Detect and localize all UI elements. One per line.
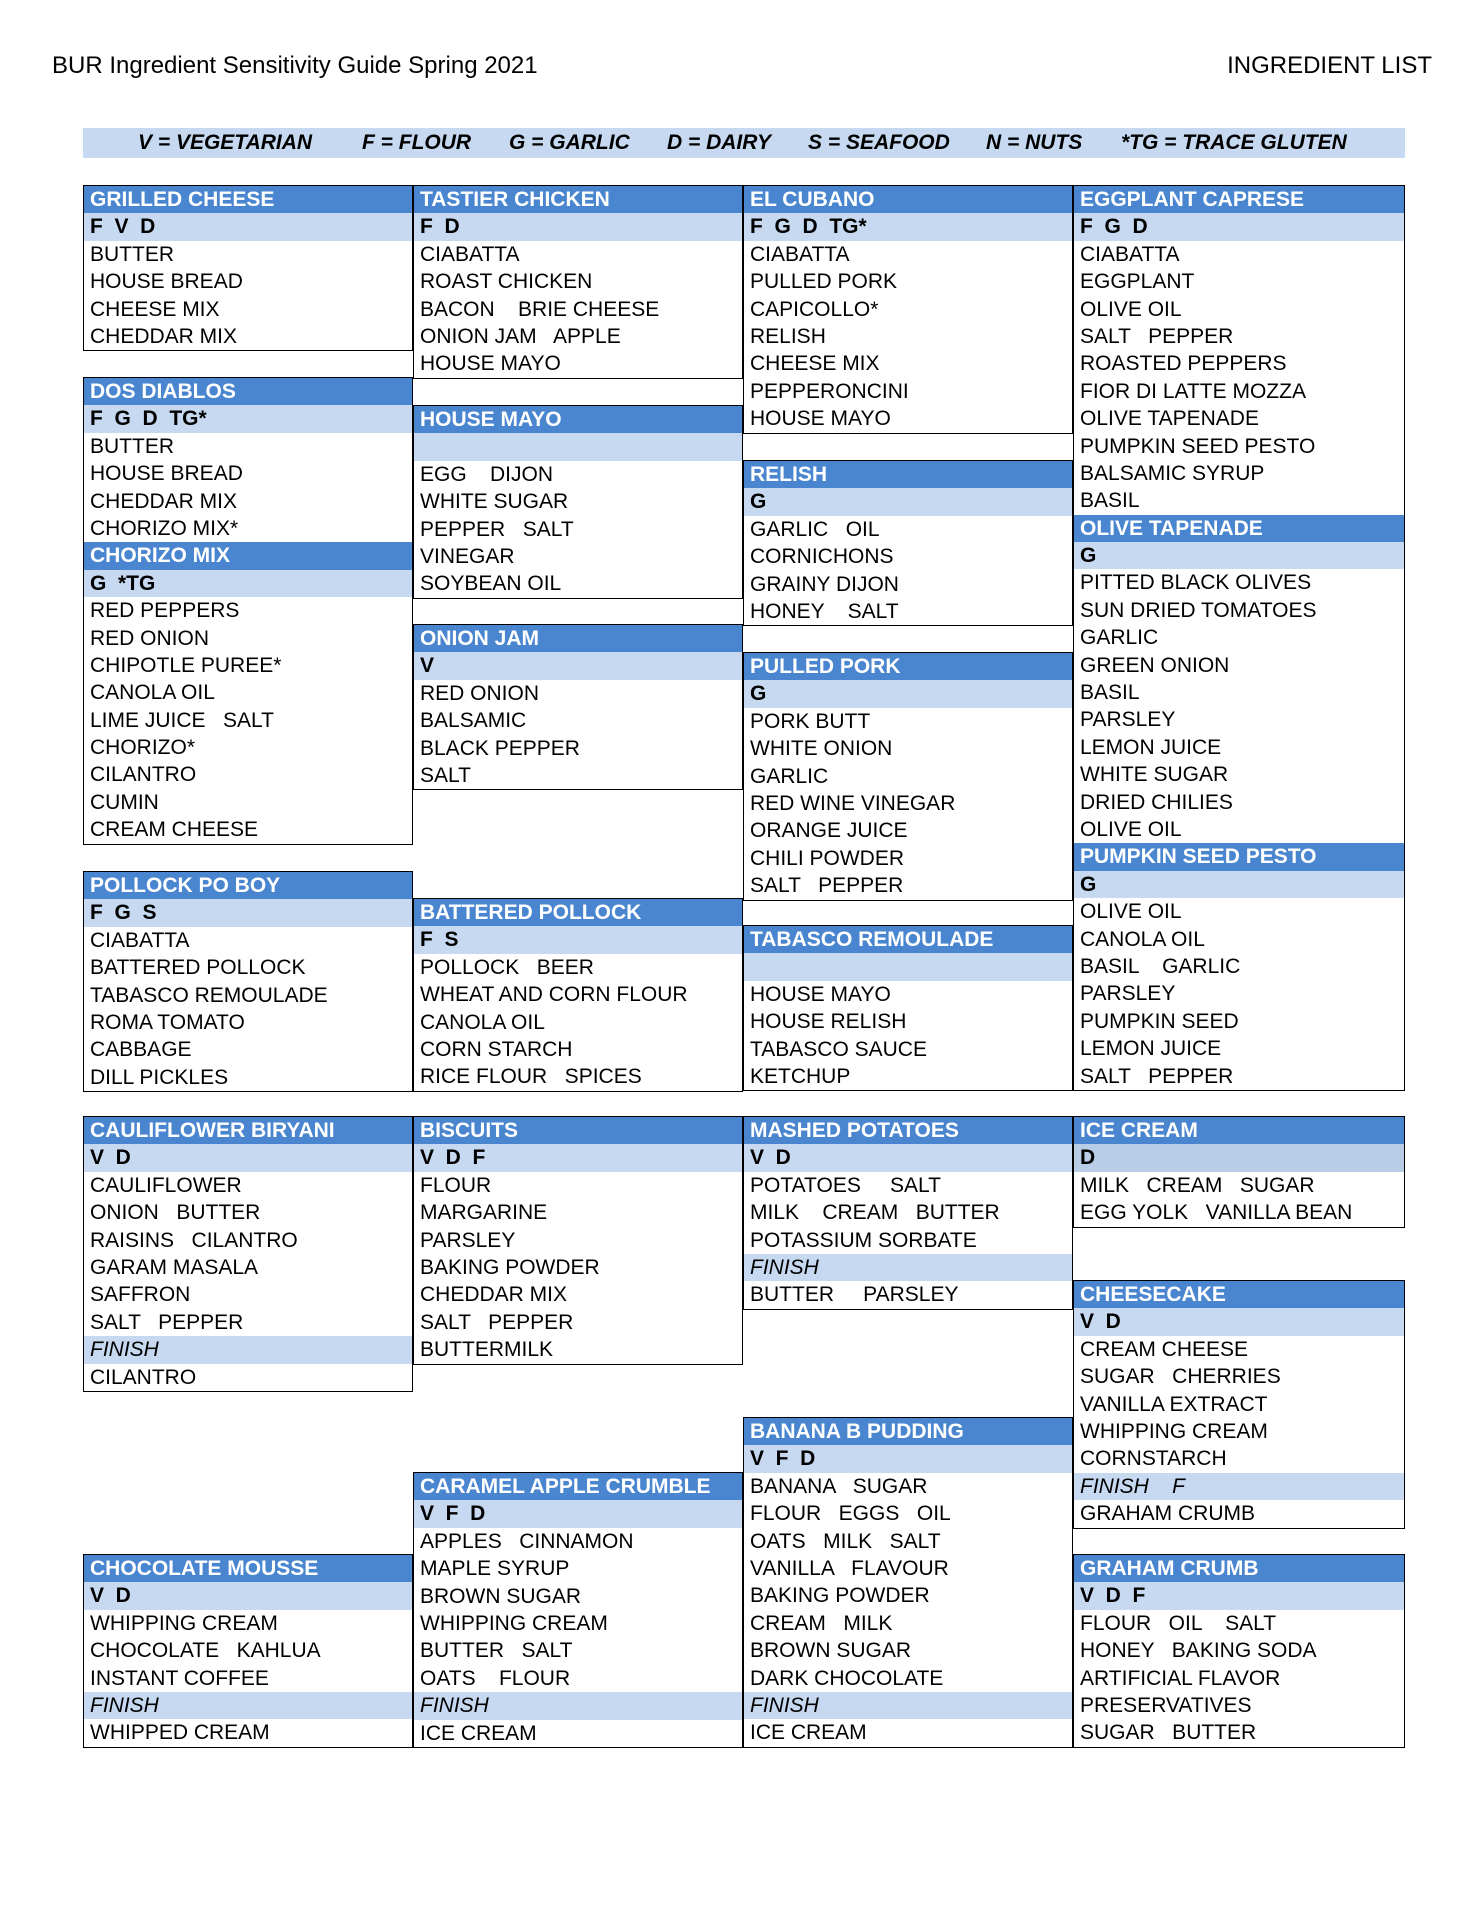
ingredient-item: FIOR DI LATTE MOZZA xyxy=(1080,379,1306,403)
ingredient-item: CORN STARCH xyxy=(420,1037,573,1061)
ingredient-item: WHITE ONION xyxy=(750,737,893,761)
ingredient-item: POTATOES SALT xyxy=(750,1173,941,1197)
recipe-title: CAULIFLOWER BIRYANI xyxy=(84,1117,412,1144)
ingredient-item: CREAM CHEESE xyxy=(1080,1337,1249,1361)
recipe-pollock-po-boy xyxy=(83,871,413,1092)
ingredient-item: MAPLE SYRUP xyxy=(420,1557,570,1581)
ingredient-item: CIABATTA xyxy=(90,928,190,952)
ingredient-item: CIABATTA xyxy=(750,242,850,266)
legend-garlic: G = GARLIC xyxy=(509,131,630,154)
allergen-codes: V F D xyxy=(414,1500,742,1527)
ingredient-item: BAKING POWDER xyxy=(420,1255,600,1279)
ingredient-item: CABBAGE xyxy=(90,1038,192,1062)
recipe-chocolate-mousse xyxy=(83,1554,413,1748)
ingredient-item: CHORIZO MIX* xyxy=(90,516,239,540)
ingredient-item: SALT PEPPER xyxy=(1080,1064,1234,1088)
ingredient-item: WHITE SUGAR xyxy=(420,490,569,514)
ingredient-item: PITTED BLACK OLIVES xyxy=(1080,571,1312,595)
recipe-cauliflower-biryani xyxy=(83,1116,413,1392)
recipe-title: BISCUITS xyxy=(414,1117,742,1144)
allergen-codes: V D xyxy=(1074,1308,1404,1335)
allergen-codes: G xyxy=(744,488,1072,515)
allergen-codes: V D F xyxy=(414,1144,742,1171)
ingredient-item: PARSLEY xyxy=(1080,708,1176,732)
ingredient-item: DILL PICKLES xyxy=(90,1065,229,1089)
allergen-codes: V D F xyxy=(1074,1582,1404,1609)
recipe-relish xyxy=(743,460,1073,626)
ingredient-item: CANOLA OIL xyxy=(90,681,215,705)
allergen-codes xyxy=(414,433,742,460)
recipe-title: BANANA B PUDDING xyxy=(744,1418,1072,1445)
allergen-codes: G xyxy=(744,680,1072,707)
ingredient-item: RICE FLOUR SPICES xyxy=(420,1065,642,1089)
ingredient-item: OLIVE OIL xyxy=(1080,817,1182,841)
recipe-eggplant-caprese xyxy=(1073,185,1405,1091)
ingredient-item: BAKING POWDER xyxy=(750,1584,930,1608)
recipe-dos-diablos xyxy=(83,377,413,845)
recipe-tastier-chicken xyxy=(413,185,743,379)
allergen-codes: D xyxy=(1074,1144,1404,1171)
ingredient-item: BASIL xyxy=(1080,489,1140,513)
ingredient-item: LEMON JUICE xyxy=(1080,1037,1222,1061)
finish-label: FINISH xyxy=(84,1336,412,1363)
legend-seafood: S = SEAFOOD xyxy=(808,131,950,154)
allergen-codes: F G S xyxy=(84,899,412,926)
ingredient-item: FLOUR EGGS OIL xyxy=(750,1502,951,1526)
ingredient-item: SUGAR CHERRIES xyxy=(1080,1365,1281,1389)
ingredient-item: CAPICOLLO* xyxy=(750,297,879,321)
ingredient-item: DRIED CHILIES xyxy=(1080,790,1233,814)
ingredient-item: RELISH xyxy=(750,324,826,348)
document-section-label: INGREDIENT LIST xyxy=(1227,52,1432,79)
allergen-codes: F G D TG* xyxy=(744,213,1072,240)
ingredient-item: WHIPPING CREAM xyxy=(420,1611,608,1635)
ingredient-item: HONEY SALT xyxy=(750,599,899,623)
recipe-pulled-pork xyxy=(743,652,1073,901)
ingredient-item: CHEDDAR MIX xyxy=(420,1283,568,1307)
recipe-grilled-cheese xyxy=(83,185,413,351)
ingredient-item: MARGARINE xyxy=(420,1201,548,1225)
ingredient-item: VANILLA EXTRACT xyxy=(1080,1392,1268,1416)
recipe-el-cubano xyxy=(743,185,1073,434)
recipe-title: MASHED POTATOES xyxy=(744,1117,1072,1144)
ingredient-item: CHEESE MIX xyxy=(750,352,880,376)
ingredient-item: BANANA SUGAR xyxy=(750,1474,928,1498)
ingredient-item: BUTTER PARSLEY xyxy=(750,1283,959,1307)
allergen-codes: V D xyxy=(744,1144,1072,1171)
ingredient-item: PULLED PORK xyxy=(750,270,898,294)
allergen-codes: V D xyxy=(84,1582,412,1609)
allergen-codes: G xyxy=(1074,871,1404,898)
ingredient-item: BUTTER SALT xyxy=(420,1639,573,1663)
finish-label: FINISH xyxy=(744,1254,1072,1281)
ingredient-item: CORNSTARCH xyxy=(1080,1447,1227,1471)
recipe-title: PUMPKIN SEED PESTO xyxy=(1074,843,1404,870)
ingredient-item: SALT PEPPER xyxy=(90,1310,244,1334)
ingredient-item: HOUSE BREAD xyxy=(90,270,243,294)
recipe-graham-crumb xyxy=(1073,1554,1405,1748)
allergen-codes: V F D xyxy=(744,1445,1072,1472)
ingredient-item: ROAST CHICKEN xyxy=(420,270,593,294)
ingredient-item: SALT PEPPER xyxy=(420,1310,574,1334)
ingredient-item: CHOCOLATE KAHLUA xyxy=(90,1639,321,1663)
ingredient-item: VINEGAR xyxy=(420,544,515,568)
ingredient-item: GARAM MASALA xyxy=(90,1255,259,1279)
ingredient-item: MILK CREAM BUTTER xyxy=(750,1201,1000,1225)
finish-label: FINISH xyxy=(84,1692,412,1719)
ingredient-item: LIME JUICE SALT xyxy=(90,708,274,732)
ingredient-item: RED WINE VINEGAR xyxy=(750,791,956,815)
allergen-codes xyxy=(744,953,1072,980)
ingredient-item: CUMIN xyxy=(90,790,159,814)
recipe-caramel-apple-crumble xyxy=(413,1472,743,1748)
ingredient-item: HONEY BAKING SODA xyxy=(1080,1639,1317,1663)
ingredient-item: POLLOCK BEER xyxy=(420,955,594,979)
ingredient-item: HOUSE MAYO xyxy=(750,407,891,431)
ingredient-item: OATS MILK SALT xyxy=(750,1529,941,1553)
ingredient-item: BATTERED POLLOCK xyxy=(90,956,306,980)
ingredient-item: GARLIC xyxy=(750,764,829,788)
ingredient-item: BUTTER xyxy=(90,242,174,266)
recipe-title: CHORIZO MIX xyxy=(84,542,412,569)
ingredient-item: OLIVE TAPENADE xyxy=(1080,407,1259,431)
ingredient-item: SOYBEAN OIL xyxy=(420,572,562,596)
ingredient-item: ONION BUTTER xyxy=(90,1201,261,1225)
allergen-codes: V D xyxy=(84,1144,412,1171)
finish-label: FINISH F xyxy=(1074,1473,1404,1500)
ingredient-item: KETCHUP xyxy=(750,1064,851,1088)
ingredient-item: SALT xyxy=(420,763,471,787)
ingredient-item: EGGPLANT xyxy=(1080,270,1195,294)
ingredient-item: CHIPOTLE PUREE* xyxy=(90,653,282,677)
recipe-title: CHOCOLATE MOUSSE xyxy=(84,1555,412,1582)
ingredient-item: CHEDDAR MIX xyxy=(90,324,238,348)
recipe-title: CHEESECAKE xyxy=(1074,1281,1404,1308)
ingredient-item: SAFFRON xyxy=(90,1283,191,1307)
finish-label: FINISH xyxy=(744,1692,1072,1719)
recipe-title: ICE CREAM xyxy=(1074,1117,1404,1144)
ingredient-item: ORANGE JUICE xyxy=(750,819,908,843)
recipe-tabasco-remoulade xyxy=(743,925,1073,1091)
legend-trace-gluten: *TG = TRACE GLUTEN xyxy=(1121,131,1347,154)
allergen-codes: G *TG xyxy=(84,570,412,597)
ingredient-item: WHIPPING CREAM xyxy=(90,1611,278,1635)
ingredient-item: RAISINS CILANTRO xyxy=(90,1228,298,1252)
ingredient-item: HOUSE BREAD xyxy=(90,462,243,486)
ingredient-item: PEPPERONCINI xyxy=(750,379,909,403)
ingredient-item: ARTIFICIAL FLAVOR xyxy=(1080,1666,1281,1690)
ingredient-item: BALSAMIC xyxy=(420,709,527,733)
ingredient-item: FLOUR OIL SALT xyxy=(1080,1611,1277,1635)
recipe-title: RELISH xyxy=(744,461,1072,488)
ingredient-item: BLACK PEPPER xyxy=(420,736,580,760)
ingredient-item: PUMPKIN SEED xyxy=(1080,1009,1239,1033)
ingredient-item: FLOUR xyxy=(420,1173,492,1197)
ingredient-item: BUTTER xyxy=(90,434,174,458)
ingredient-item: TABASCO SAUCE xyxy=(750,1037,927,1061)
ingredient-item: SALT PEPPER xyxy=(1080,324,1234,348)
recipe-title: OLIVE TAPENADE xyxy=(1074,515,1404,542)
recipe-title: TABASCO REMOULADE xyxy=(744,926,1072,953)
allergen-codes: F S xyxy=(414,926,742,953)
ingredient-item: GARLIC OIL xyxy=(750,517,880,541)
recipe-battered-pollock xyxy=(413,898,743,1092)
ingredient-item: HOUSE MAYO xyxy=(750,982,891,1006)
ingredient-item: CHEESE MIX xyxy=(90,297,220,321)
recipe-ice-cream xyxy=(1073,1116,1405,1228)
ingredient-item: BUTTERMILK xyxy=(420,1338,554,1362)
ingredient-item: CANOLA OIL xyxy=(1080,927,1205,951)
allergen-codes: V xyxy=(414,652,742,679)
ingredient-item: EGG DIJON xyxy=(420,462,554,486)
recipe-title: EGGPLANT CAPRESE xyxy=(1074,186,1404,213)
ingredient-item: LEMON JUICE xyxy=(1080,735,1222,759)
allergen-codes: F G D TG* xyxy=(84,405,412,432)
recipe-title: BATTERED POLLOCK xyxy=(414,899,742,926)
ingredient-item: ROMA TOMATO xyxy=(90,1010,245,1034)
ingredient-item: ONION JAM APPLE xyxy=(420,324,621,348)
ingredient-item: CILANTRO xyxy=(90,1365,197,1389)
recipe-banana-b-pudding xyxy=(743,1417,1073,1748)
document-title: BUR Ingredient Sensitivity Guide Spring 2021 xyxy=(52,52,538,79)
ingredient-item: ICE CREAM xyxy=(420,1721,537,1745)
ingredient-item: BASIL xyxy=(1080,681,1140,705)
recipe-title: ONION JAM xyxy=(414,625,742,652)
allergen-codes: F G D xyxy=(1074,213,1404,240)
ingredient-item: PUMPKIN SEED PESTO xyxy=(1080,434,1316,458)
recipe-title: DOS DIABLOS xyxy=(84,378,412,405)
allergen-legend xyxy=(83,128,1405,158)
ingredient-item: APPLES CINNAMON xyxy=(420,1529,634,1553)
ingredient-item: MILK CREAM SUGAR xyxy=(1080,1173,1315,1197)
recipe-title: PULLED PORK xyxy=(744,653,1072,680)
recipe-title: HOUSE MAYO xyxy=(414,406,742,433)
ingredient-item: CREAM MILK xyxy=(750,1611,893,1635)
ingredient-item: CORNICHONS xyxy=(750,545,894,569)
ingredient-item: TABASCO REMOULADE xyxy=(90,983,328,1007)
ingredient-item: BASIL GARLIC xyxy=(1080,954,1241,978)
legend-vegetarian: V = VEGETARIAN xyxy=(138,131,313,154)
ingredient-item: PRESERVATIVES xyxy=(1080,1693,1252,1717)
ingredient-item: RED PEPPERS xyxy=(90,599,240,623)
ingredient-item: BROWN SUGAR xyxy=(750,1639,912,1663)
recipe-biscuits xyxy=(413,1116,743,1365)
allergen-codes: G xyxy=(1074,542,1404,569)
ingredient-item: RED ONION xyxy=(420,681,540,705)
ingredient-item: HOUSE RELISH xyxy=(750,1010,907,1034)
ingredient-item: RED ONION xyxy=(90,626,210,650)
allergen-codes: F V D xyxy=(84,213,412,240)
ingredient-item: OLIVE OIL xyxy=(1080,900,1182,924)
ingredient-item: WHITE SUGAR xyxy=(1080,763,1229,787)
recipe-title: TASTIER CHICKEN xyxy=(414,186,742,213)
ingredient-item: PARSLEY xyxy=(420,1228,516,1252)
recipe-house-mayo xyxy=(413,405,743,599)
legend-flour: F = FLOUR xyxy=(362,131,472,154)
ingredient-item: GRAHAM CRUMB xyxy=(1080,1502,1256,1526)
ingredient-item: GRAINY DIJON xyxy=(750,572,899,596)
recipe-title: POLLOCK PO BOY xyxy=(84,872,412,899)
ingredient-item: CILANTRO xyxy=(90,763,197,787)
ingredient-item: ROASTED PEPPERS xyxy=(1080,352,1287,376)
legend-nuts: N = NUTS xyxy=(986,131,1083,154)
ingredient-item: CHEDDAR MIX xyxy=(90,489,238,513)
ingredient-item: BACON BRIE CHEESE xyxy=(420,297,660,321)
finish-label: FINISH xyxy=(414,1692,742,1719)
ingredient-item: DARK CHOCOLATE xyxy=(750,1666,944,1690)
allergen-codes: F D xyxy=(414,213,742,240)
ingredient-item: CHILI POWDER xyxy=(750,846,905,870)
recipe-title: EL CUBANO xyxy=(744,186,1072,213)
ingredient-item: WHIPPING CREAM xyxy=(1080,1419,1268,1443)
ingredient-item: CIABATTA xyxy=(420,242,520,266)
ingredient-item: PEPPER SALT xyxy=(420,517,574,541)
ingredient-item: CAULIFLOWER xyxy=(90,1173,242,1197)
ingredient-item: WHEAT AND CORN FLOUR xyxy=(420,983,688,1007)
ingredient-item: SUN DRIED TOMATOES xyxy=(1080,598,1317,622)
recipe-title: CARAMEL APPLE CRUMBLE xyxy=(414,1473,742,1500)
recipe-title: GRILLED CHEESE xyxy=(84,186,412,213)
recipe-cheesecake xyxy=(1073,1280,1405,1529)
ingredient-item: CREAM CHEESE xyxy=(90,818,259,842)
ingredient-item: OLIVE OIL xyxy=(1080,297,1182,321)
ingredient-item: ICE CREAM xyxy=(750,1721,867,1745)
ingredient-item: SUGAR BUTTER xyxy=(1080,1721,1257,1745)
ingredient-item: POTASSIUM SORBATE xyxy=(750,1228,977,1252)
ingredient-item: PARSLEY xyxy=(1080,982,1176,1006)
recipe-mashed-potatoes xyxy=(743,1116,1073,1310)
ingredient-item: BALSAMIC SYRUP xyxy=(1080,461,1265,485)
ingredient-item: GREEN ONION xyxy=(1080,653,1230,677)
ingredient-item: WHIPPED CREAM xyxy=(90,1721,270,1745)
ingredient-item: EGG YOLK VANILLA BEAN xyxy=(1080,1201,1353,1225)
ingredient-item: SALT PEPPER xyxy=(750,874,904,898)
ingredient-item: OATS FLOUR xyxy=(420,1666,571,1690)
ingredient-item: CHORIZO* xyxy=(90,736,195,760)
legend-dairy: D = DAIRY xyxy=(667,131,772,154)
recipe-title: GRAHAM CRUMB xyxy=(1074,1555,1404,1582)
ingredient-item: PORK BUTT xyxy=(750,709,871,733)
ingredient-item: CANOLA OIL xyxy=(420,1010,545,1034)
ingredient-item: GARLIC xyxy=(1080,626,1159,650)
ingredient-item: HOUSE MAYO xyxy=(420,352,561,376)
ingredient-item: INSTANT COFFEE xyxy=(90,1666,269,1690)
recipe-onion-jam xyxy=(413,624,743,790)
ingredient-item: BROWN SUGAR xyxy=(420,1584,582,1608)
ingredient-item: CIABATTA xyxy=(1080,242,1180,266)
ingredient-item: VANILLA FLAVOUR xyxy=(750,1556,949,1580)
